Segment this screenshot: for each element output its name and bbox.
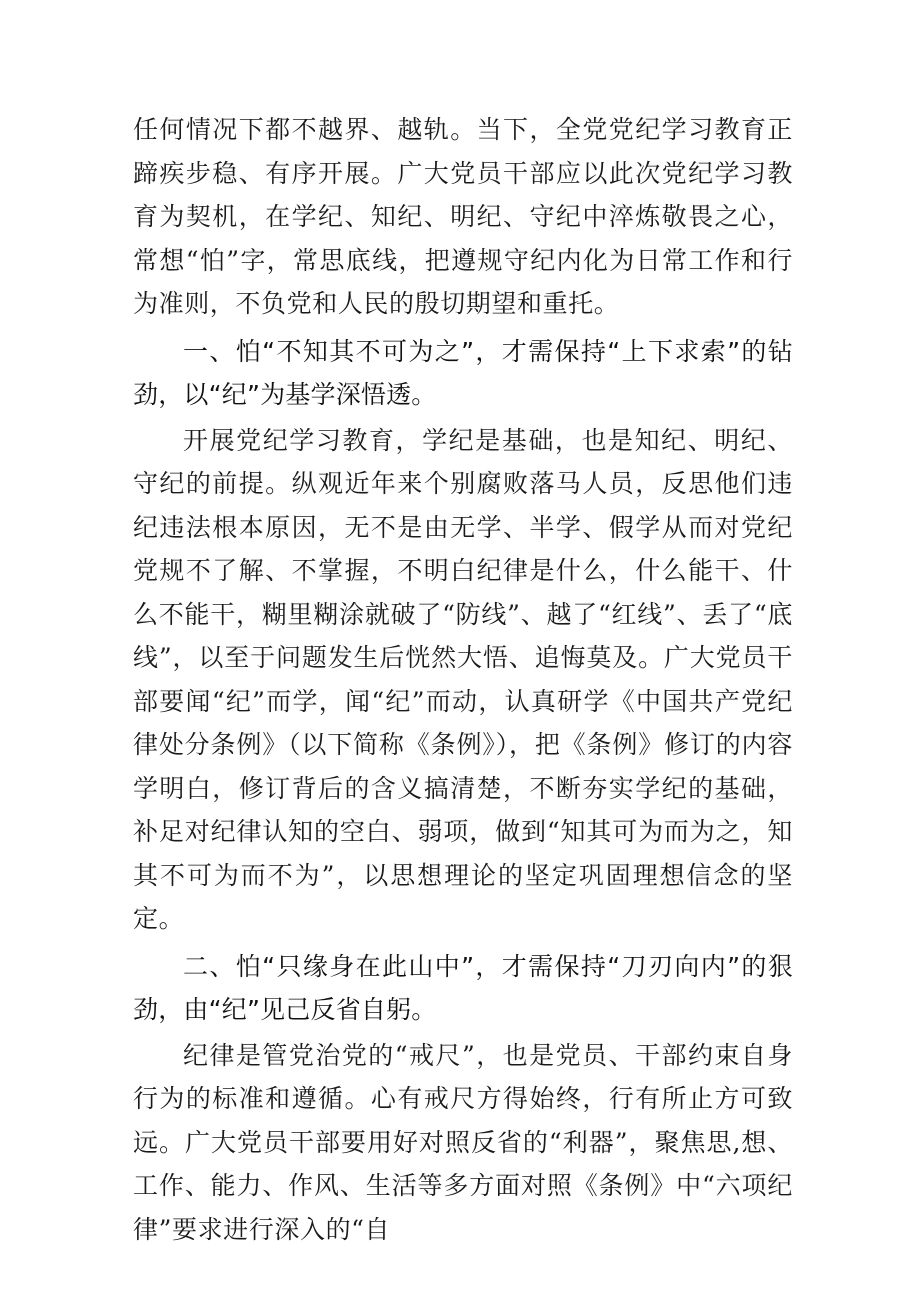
paragraph-intro-continuation: 任何情况下都不越界、越轨。当下，全党党纪学习教育正蹄疾步稳、有序开展。广大党员干部应以此次党纪学习教育为契机，在学纪、知纪、明纪、守纪中淬炼敬畏之心，常想“怕”字，常思底线，把遵规守纪内化为日常工作和行为准则，不负党和人民的殷切期望和重托。 <box>133 115 793 318</box>
section-heading-one: 一、怕“不知其不可为之”，才需保持“上下求索”的钻劲，以“纪”为基学深悟透。 <box>133 336 793 409</box>
paragraph-section-one: 开展党纪学习教育，学纪是基础，也是知纪、明纪、守纪的前提。纵观近年来个别腐败落马人员，反思他们违纪违法根本原因，无不是由无学、半学、假学从而对党纪党规不了解、不掌握，不明白纪律是什么，什么能干、什么不能干，糊里糊涂就破了“防线”、越了“红线”、丢了“底线”，以至于问题发生后恍然大悟、追悔莫及。广大党员干部要闻“纪”而学，闻“纪”而动，认真研学《中国共产党纪律处分条例》（以下简称《条例》），把《条例》修订的内容学明白，修订背后的含义搞清楚，不断夯实学纪的基础，补足对纪律认知的空白、弱项，做到“知其可为而为之，知其不可为而不为”，以思想理论的坚定巩固理想信念的坚定。 <box>133 425 793 933</box>
paragraph-section-two: 纪律是管党治党的“戒尺”，也是党员、干部约束自身行为的标准和遵循。心有戒尺方得始终，行有所止方可致远。广大党员干部要用好对照反省的“利器”，聚焦思,想、工作、能力、作风、生活等多方面对照《条例》中“六项纪律”要求进行深入的“自 <box>133 1040 793 1244</box>
section-heading-two: 二、怕“只缘身在此山中”，才需保持“刀刃向内”的狠劲，由“纪”见己反省自躬。 <box>133 951 793 1024</box>
document-body <box>133 108 793 1251</box>
